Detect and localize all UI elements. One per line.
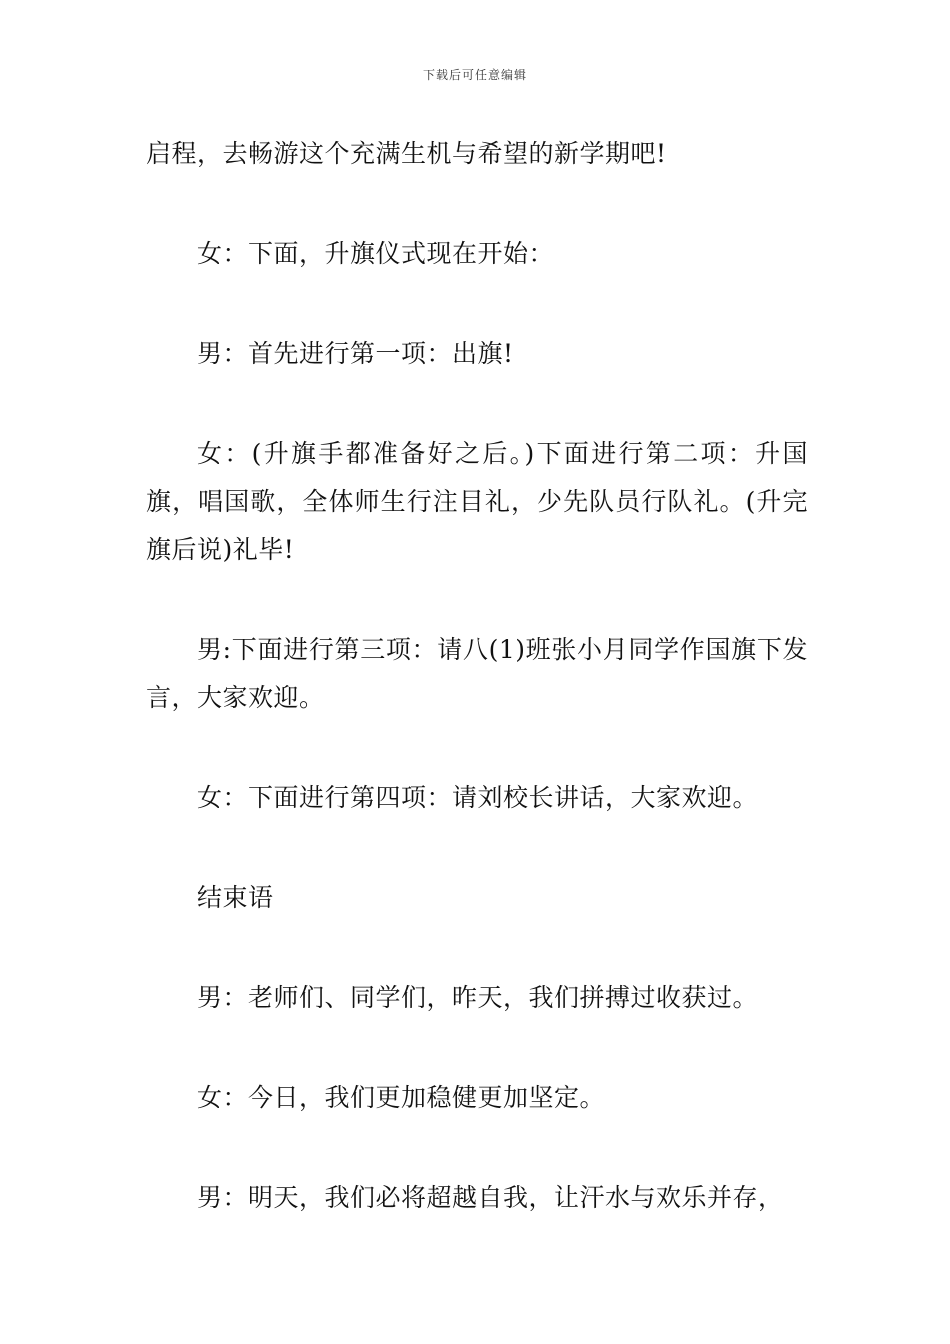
paragraph-9: 女：今日，我们更加稳健更加坚定。 bbox=[197, 1083, 606, 1112]
paragraph-2: 女：下面，升旗仪式现在开始： bbox=[197, 239, 555, 268]
paragraph-6: 女：下面进行第四项：请刘校长讲话，大家欢迎。 bbox=[197, 783, 759, 812]
page-header: 下载后可任意编辑 bbox=[422, 68, 527, 82]
paragraph-5: 男:下面进行第三项：请八(1)班张小月同学作国旗下发言，大家欢迎。 bbox=[146, 635, 808, 712]
paragraph-10: 男：明天，我们必将超越自我，让汗水与欢乐并存， bbox=[197, 1183, 784, 1212]
paragraph-3: 男：首先进行第一项：出旗! bbox=[197, 339, 514, 368]
document-body bbox=[146, 130, 808, 1222]
paragraph-4: 女：(升旗手都准备好之后。)下面进行第二项：升国旗，唱国歌，全体师生行注目礼，少先队员行队礼。(升完旗后说)礼毕! bbox=[146, 439, 808, 564]
paragraph-8: 男：老师们、同学们，昨天，我们拼搏过收获过。 bbox=[197, 983, 759, 1012]
paragraph-1: 启程，去畅游这个充满生机与希望的新学期吧! bbox=[146, 139, 667, 168]
section-heading-closing: 结束语 bbox=[197, 883, 274, 912]
